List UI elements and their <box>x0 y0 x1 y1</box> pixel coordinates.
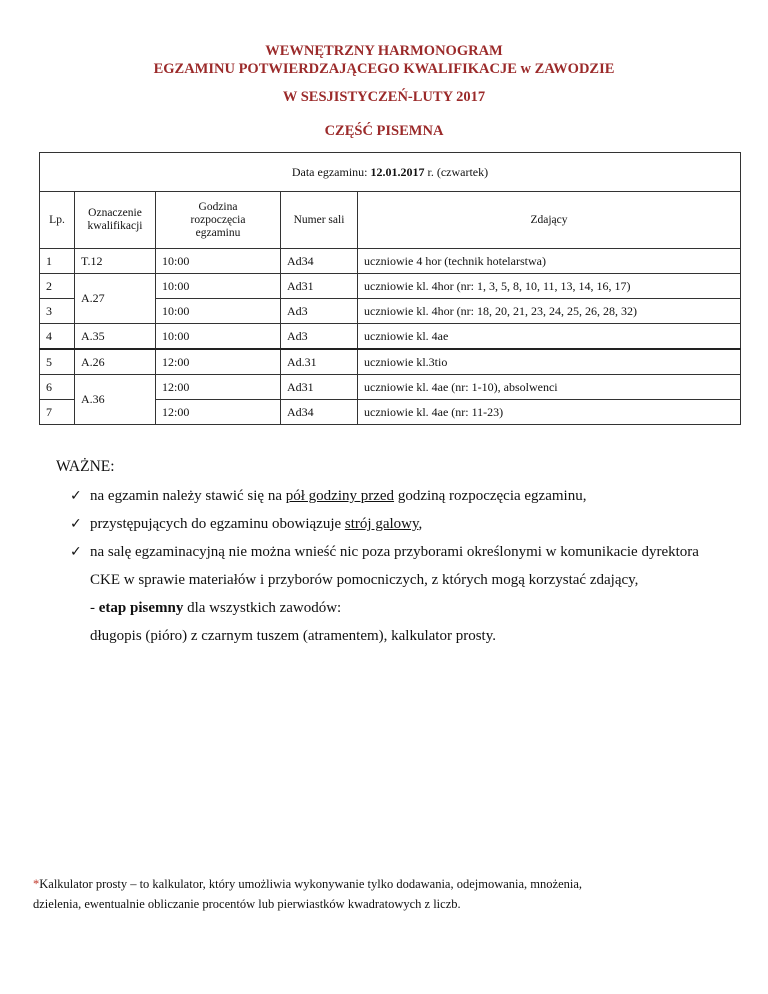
exam-date-cell <box>40 153 741 192</box>
footnote-line2: dzielenia, ewentualnie obliczanie procentów lub pierwiastków kwadratowych z liczb. <box>33 897 461 911</box>
list-item <box>56 622 746 650</box>
exam-date-suffix: r. (czwartek) <box>424 164 489 179</box>
schedule-table <box>39 152 741 425</box>
table-row <box>40 274 741 299</box>
cell-lp: 4 <box>40 324 75 350</box>
cell-zdajacy: uczniowie kl. 4hor (nr: 18, 20, 21, 23, 24, 25, 26, 28, 32) <box>358 299 741 324</box>
cell-godz: 12:00 <box>156 349 281 375</box>
cell-sala: Ad34 <box>281 249 358 274</box>
note3-bold: etap pisemny <box>98 600 184 616</box>
col-header-godz-line3: egzaminu <box>195 226 241 239</box>
col-header-lp <box>40 192 75 249</box>
footnote-star: * <box>33 877 40 891</box>
cell-sala: Ad3 <box>281 299 358 324</box>
note2-underlined: strój galowy <box>344 516 419 532</box>
cell-lp: 2 <box>40 274 75 299</box>
cell-sala: Ad3 <box>281 324 358 350</box>
cell-zdajacy: uczniowie kl. 4ae (nr: 11-23) <box>358 400 741 425</box>
header-row <box>40 192 741 249</box>
cell-zdajacy: uczniowie kl. 4ae (nr: 1-10), absolwenci <box>358 375 741 400</box>
cell-zdajacy: uczniowie kl. 4hor (nr: 1, 3, 5, 8, 10, 11, 13, 14, 16, 17) <box>358 274 741 299</box>
table-row <box>40 249 741 274</box>
cell-zdajacy: uczniowie kl. 4ae <box>358 324 741 350</box>
cell-lp: 5 <box>40 349 75 375</box>
cell-kw: A.27 <box>75 274 156 324</box>
col-header-sala-label: Numer sali <box>293 213 345 226</box>
note2-text: przystępujących do egzaminu obowiązuje <box>90 516 345 532</box>
cell-godz: 10:00 <box>156 324 281 350</box>
footnote-line1: Kalkulator prosty – to kalkulator, który umożliwia wykonywanie tylko dodawania, odejmowania, mnożenia, <box>39 877 583 891</box>
cell-lp: 3 <box>40 299 75 324</box>
part-title: CZĘŚĆ PISEMNA <box>324 123 444 139</box>
note3-line3-end: dla wszystkich zawodów: <box>183 600 342 616</box>
col-header-kw-line1: Oznaczenie <box>88 207 142 219</box>
cell-godz: 12:00 <box>156 400 281 425</box>
important-heading: WAŻNE: <box>56 458 115 475</box>
list-item <box>56 510 746 538</box>
title-line-1: WEWNĘTRZNY HARMONOGRAM <box>265 43 503 59</box>
col-header-godzina <box>156 192 281 249</box>
title-line-2: EGZAMINU POTWIERDZAJĄCEGO KWALIFIKACJE w ZAWODZIE <box>153 61 615 77</box>
col-header-zdajacy-label: Zdający <box>530 213 568 226</box>
important-notes-list <box>56 482 746 650</box>
check-icon: ✓ <box>70 544 82 560</box>
cell-zdajacy: uczniowie 4 hor (technik hotelarstwa) <box>358 249 741 274</box>
col-header-kwalifikacja <box>75 192 156 249</box>
cell-godz: 10:00 <box>156 249 281 274</box>
list-item <box>56 482 746 510</box>
exam-date-label: Data egzaminu: <box>291 164 371 179</box>
note1-text-end: godziną rozpoczęcia egzaminu, <box>394 488 587 504</box>
cell-godz: 10:00 <box>156 274 281 299</box>
exam-date-value: 12.01.2017 <box>370 164 425 179</box>
cell-sala: Ad31 <box>281 274 358 299</box>
cell-lp: 7 <box>40 400 75 425</box>
list-item <box>56 594 746 622</box>
col-header-zdajacy <box>358 192 741 249</box>
col-header-kw-line2: kwalifikacji <box>87 220 143 232</box>
footnote <box>33 874 733 914</box>
col-header-sala <box>281 192 358 249</box>
col-header-godz-line2: rozpoczęcia <box>190 213 246 226</box>
check-icon: ✓ <box>70 488 82 504</box>
date-row <box>40 153 741 192</box>
note3-line4: długopis (pióro) z czarnym tuszem (atramentem), kalkulator prosty. <box>90 628 496 644</box>
note1-underlined: pół godziny przed <box>285 488 395 504</box>
col-header-lp-label: Lp. <box>49 213 65 226</box>
note3-dash: - <box>90 600 99 616</box>
cell-kw: A.35 <box>75 324 156 350</box>
note2-text-end: , <box>418 516 423 532</box>
table-row <box>40 324 741 350</box>
cell-godz: 10:00 <box>156 299 281 324</box>
note1-text: na egzamin należy stawić się na <box>90 488 286 504</box>
cell-sala: Ad.31 <box>281 349 358 375</box>
note3-line2: CKE w sprawie materiałów i przyborów pomocniczych, z których mogą korzystać zdający, <box>90 572 639 588</box>
list-item <box>56 566 746 594</box>
cell-kw: A.36 <box>75 375 156 425</box>
table-row <box>40 349 741 375</box>
cell-lp: 1 <box>40 249 75 274</box>
table-row <box>40 375 741 400</box>
cell-kw: A.26 <box>75 349 156 375</box>
cell-sala: Ad34 <box>281 400 358 425</box>
col-header-godz-line1: Godzina <box>198 200 238 213</box>
list-item <box>56 538 746 566</box>
cell-kw: T.12 <box>75 249 156 274</box>
note3-line1: na salę egzaminacyjną nie można wnieść nic poza przyborami określonymi w komunikacie dyrektora <box>90 544 699 560</box>
check-icon: ✓ <box>70 516 82 532</box>
cell-godz: 12:00 <box>156 375 281 400</box>
cell-zdajacy: uczniowie kl.3tio <box>358 349 741 375</box>
cell-lp: 6 <box>40 375 75 400</box>
session-title: W SESJISTYCZEŃ-LUTY 2017 <box>282 89 486 105</box>
cell-sala: Ad31 <box>281 375 358 400</box>
